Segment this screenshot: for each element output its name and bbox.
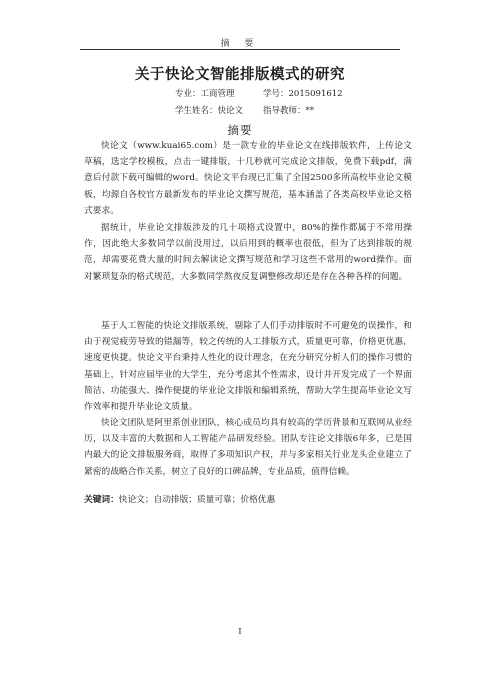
advisor-label: 指导教师：**	[263, 106, 315, 116]
abstract-paragraph: 快论文（www.kuai65.com）是一款专业的毕业论文在线排版软件，上传论文草稿，选定学校模板，点击一键排版，十几秒就可完成论文排版，免费下载pdf，满意后付款下载可编辑的word。快论文平台现已汇集了全国2500多所高校毕业论文模板，均源自各校官方最新发布的毕业论文撰写规范，基本涵盖了各类高校毕业论文格式要求。	[84, 141, 412, 216]
header-rule	[80, 49, 400, 50]
abstract-heading: 摘要	[227, 123, 253, 137]
keywords-items: 快论文；自动排版；质量可靠；价格优惠	[118, 495, 276, 505]
abstract-paragraph: 据统计，毕业论文排版涉及的几十项格式设置中，80%的操作都属于不常用操作，因此绝大多数同学以前没用过，以后用到的概率也很低，但为了达到排版的规范，却需要花费大量的时间去解读论文撰写规范和学习这些不常用的word操作。面对繁琐复杂的格式规范，大多数同学熬夜反复调整修改却还是存在各种各样的问题。	[84, 223, 412, 282]
abstract-paragraph: 基于人工智能的快论文排版系统，剔除了人们手动排版时不可避免的误操作，和由于视觉疲劳导致的错漏等，较之传统的人工排版方式，质量更可靠，价格更优惠，速度更快捷。快论文平台秉持人性化的设计理念，在充分研究分析人们的操作习惯的基础上，针对应届毕业的大学生，充分考虑其个性需求，设计并开发完成了一个界面简洁、功能强大、操作便捷的毕业论文排版和编辑系统，帮助大学生提高毕业论文写作效率和提升毕业论文质量。	[84, 321, 412, 413]
page-title: 关于快论文智能排版模式的研究	[135, 66, 345, 83]
keywords-label: 关键词：	[84, 495, 119, 505]
abstract-paragraph: 快论文团队是阿里系创业团队，核心成员均具有较高的学历背景和互联网从业经历，以及丰富的大数据和人工智能产品研发经验。团队专注论文排版6年多，已是国内最大的论文排版服务商，取得了多项知识产权，并与多家相关行业龙头企业建立了紧密的战略合作关系，树立了良好的口碑品牌，专业品质，值得信赖。	[84, 418, 412, 477]
keywords-line	[84, 493, 412, 505]
page-number: I	[238, 627, 242, 636]
student-id-label: 学号：2015091612	[263, 89, 343, 99]
meta-row-major	[175, 87, 343, 99]
student-name-label: 学生姓名：快论文	[175, 106, 244, 116]
major-label: 专业：工商管理	[175, 89, 235, 99]
meta-row-student	[175, 104, 315, 116]
running-header: 摘 要	[220, 39, 260, 49]
